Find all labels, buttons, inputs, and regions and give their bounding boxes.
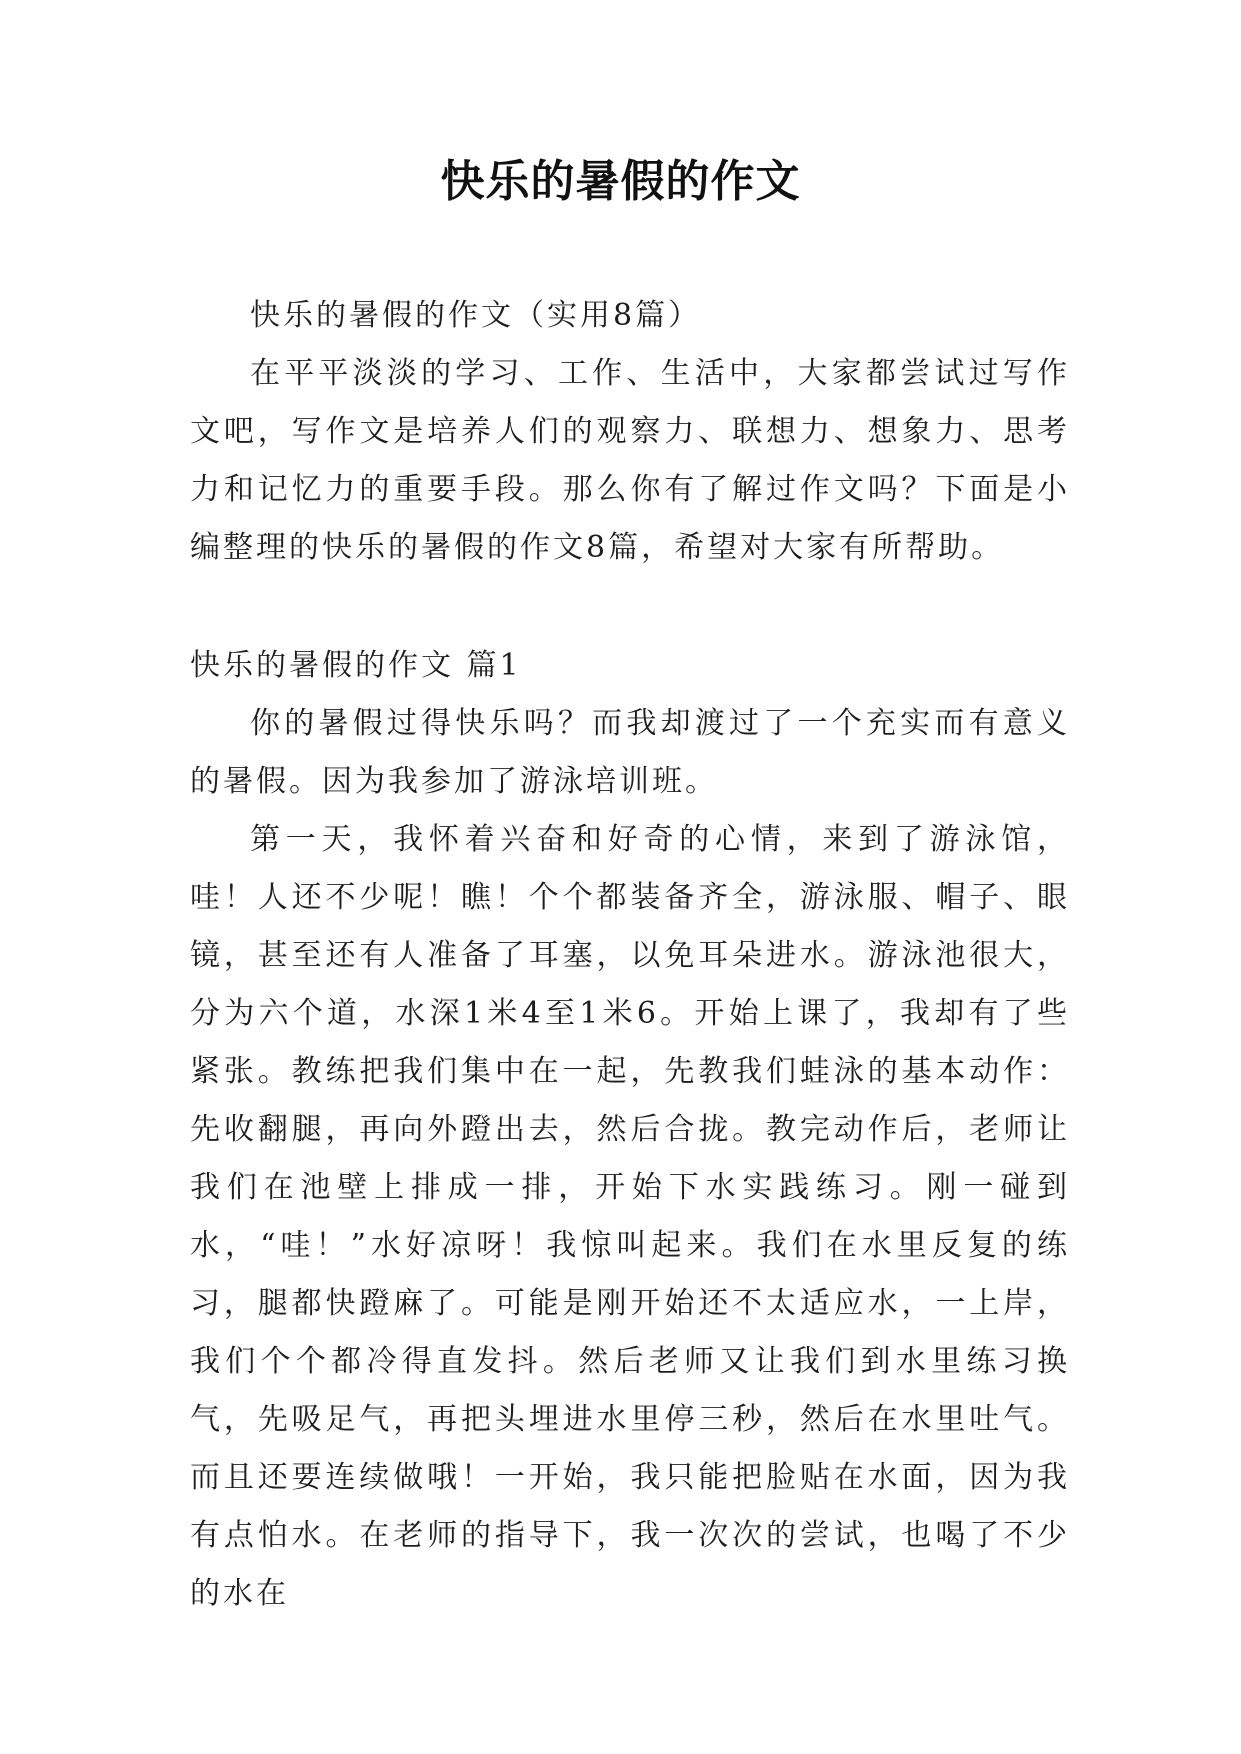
body-paragraph-1: 你的暑假过得快乐吗？而我却渡过了一个充实而有意义的暑假。因为我参加了游泳培训班。 <box>190 706 1070 799</box>
subtitle-line: 快乐的暑假的作文（实用8篇） <box>250 298 702 333</box>
intro-paragraph: 在平平淡淡的学习、工作、生活中，大家都尝试过写作文吧，写作文是培养人们的观察力、联想力、想象力、思考力和记忆力的重要手段。那么你有了解过作文吗？下面是小编整理的快乐的暑假的作文8篇，希望对大家有所帮助。 <box>190 356 1070 565</box>
document-title: 快乐的暑假的作文 <box>440 156 801 207</box>
document-body <box>190 287 1070 1623</box>
body-paragraph-2: 第一天，我怀着兴奋和好奇的心情，来到了游泳馆，哇！人还不少呢！瞧！个个都装备齐全，游泳服、帽子、眼镜，甚至还有人准备了耳塞，以免耳朵进水。游泳池很大，分为六个道，水深1米4至1米6。开始上课了，我却有了些紧张。教练把我们集中在一起，先教我们蛙泳的基本动作：先收翻腿，再向外蹬出去，然后合拢。教完动作后，老师让我们在池壁上排成一排，开始下水实践练习。刚一碰到水，“哇！”水好凉呀！我惊叫起来。我们在水里反复的练习，腿都快蹬麻了。可能是刚开始还不太适应水，一上岸，我们个个都冷得直发抖。然后老师又让我们到水里练习换气，先吸足气，再把头埋进水里停三秒，然后在水里吐气。而且还要连续做哦！一开始，我只能把脸贴在水面，因为我有点怕水。在老师的指导下，我一次次的尝试，也喝了不少的水在 <box>190 822 1070 1611</box>
section-heading: 快乐的暑假的作文 篇1 <box>190 648 522 683</box>
